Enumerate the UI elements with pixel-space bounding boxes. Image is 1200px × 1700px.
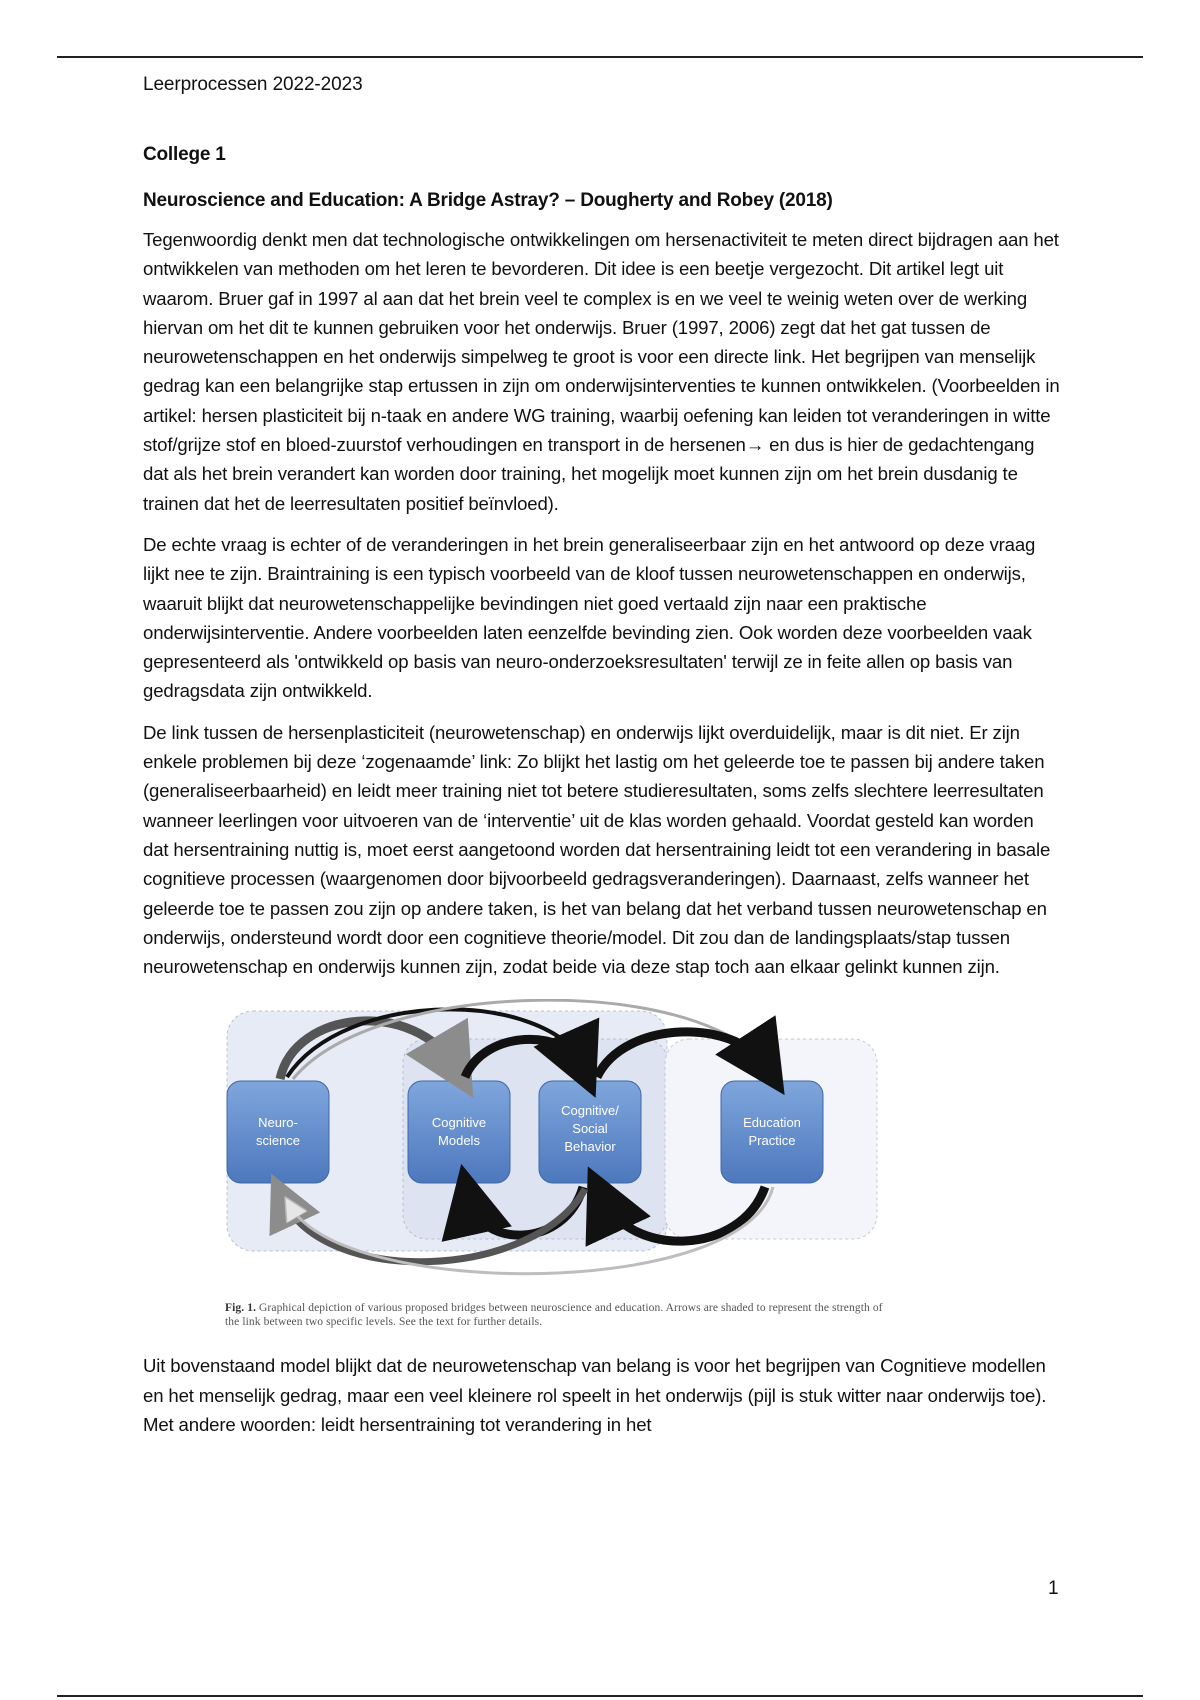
box-label: Cognitive/ [561, 1103, 619, 1119]
box-cognitive-social-behavior [539, 1081, 641, 1183]
box-label: Practice [748, 1133, 796, 1149]
page-number: 1 [1048, 1578, 1059, 1599]
box-label: science [255, 1133, 301, 1149]
caption-label: Fig. 1. [225, 1302, 257, 1315]
box-cognitive-models [408, 1081, 510, 1183]
article-title: Neuroscience and Education: A Bridge Astray? – Dougherty and Robey (2018) [143, 190, 833, 211]
bottom-rule [57, 1695, 1143, 1697]
caption-text: Graphical depiction of various proposed bridges between neuroscience and education. Arrows are shaded to represent the strength of the link between two specific levels. See the text for further details. [225, 1302, 883, 1329]
paragraph: De link tussen de hersenplasticiteit (neurowetenschap) en onderwijs lijkt overduidelijk, maar is dit niet. Er zijn enkele problemen bij deze ‘zogenaamde’ link: Zo blijkt het lastig om het geleerde toe te passen bij andere taken (generaliseerbaarheid) en leidt meer training niet tot betere studieresultaten, soms zelfs slechtere leerresultaten wanneer leerlingen voor uitvoeren van de ‘interventie’ uit de klas worden gehaald. Voordat gesteld kan worden dat hersentraining nuttig is, moet eerst aangetoond worden dat hersentraining leidt tot een verandering in basale cognitieve processen (waargenomen door bijvoorbeeld gedragsveranderingen). Daarnaast, zelfs wanneer het geleerde toe te passen zou zijn op andere taken, is het van belang dat het verband tussen neurowetenschap en onderwijs, ondersteund wordt door een cognitieve theorie/model. Dit zou dan de landingsplaats/stap tussen neurowetenschap en onderwijs kunnen zijn, zodat beide via deze stap toch aan elkaar gelinkt kunnen zijn. [143, 721, 1051, 978]
page-header: Leerprocessen 2022-2023 [143, 74, 363, 95]
paragraph: Tegenwoordig denkt men dat technologische ontwikkelingen om hersenactiviteit te meten direct bijdragen aan het ontwikkelen van methoden om het leren te bevorderen. Dit idee is een beetje vergezocht. Dit artikel legt uit waarom. Bruer gaf in 1997 al aan dat het brein veel te complex is en we veel te weinig weten over de werking hiervan om het dit te kunnen gebruiken voor het onderwijs. Bruer (1997, 2006) zegt dat het gat tussen de neurowetenschappen en het onderwijs simpelweg te groot is voor een directe link. Het begrijpen van menselijk gedrag kan een belangrijke stap ertussen in zijn om onderwijsinterventies te kunnen ontwikkelen. (Voorbeelden in artikel: hersen plasticiteit bij n-taak en andere WG training, waarbij oefening kan leiden tot veranderingen in witte stof/grijze stof en bloed-zuurstof verhoudingen en transport in de hersenen→ en dus is hier de gedachtengang dat als het brein verandert kan worden door training, het mogelijk moet kunnen zijn om het brein dusdanig te trainen dat het de leerresultaten positief beïnvloed). [143, 229, 1060, 514]
lecture-title: College 1 [143, 144, 226, 165]
figure-caption [225, 1301, 885, 1329]
paragraph: De echte vraag is echter of de veranderingen in het brein generaliseerbaar zijn en het antwoord op deze vraag lijkt nee te zijn. Braintraining is een typisch voorbeeld van de kloof tussen neurowetenschappen en onderwijs, waaruit blijkt dat neurowetenschappelijke bevindingen niet goed vertaald zijn naar een praktische onderwijsinterventie. Andere voorbeelden laten eenzelfde bevinding zien. Ook worden deze voorbeelden vaak gepresenteerd als 'ontwikkeld op basis van neuro-onderzoeksresultaten' terwijl ze in feite allen op basis van gedragsdata zijn ontwikkeld. [143, 533, 1036, 702]
top-rule [57, 56, 1143, 58]
box-label: Neuro- [258, 1115, 298, 1131]
box-label: Behavior [564, 1139, 616, 1155]
box-label: Models [438, 1133, 480, 1149]
box-education-practice [721, 1081, 823, 1183]
bridge-figure [225, 999, 885, 1329]
box-label: Social [572, 1121, 608, 1137]
box-label: Education [743, 1115, 801, 1131]
box-neuroscience [227, 1081, 329, 1183]
bridge-diagram [225, 999, 885, 1299]
box-label: Cognitive [431, 1115, 487, 1131]
paragraph: Uit bovenstaand model blijkt dat de neurowetenschap van belang is voor het begrijpen van Cognitieve modellen en het menselijk gedrag, maar een veel kleinere rol speelt in het onderwijs (pijl is stuk witter naar onderwijs toe). Met andere woorden: leidt hersentraining tot verandering in het [143, 1355, 1047, 1436]
document-body [143, 143, 1063, 1451]
